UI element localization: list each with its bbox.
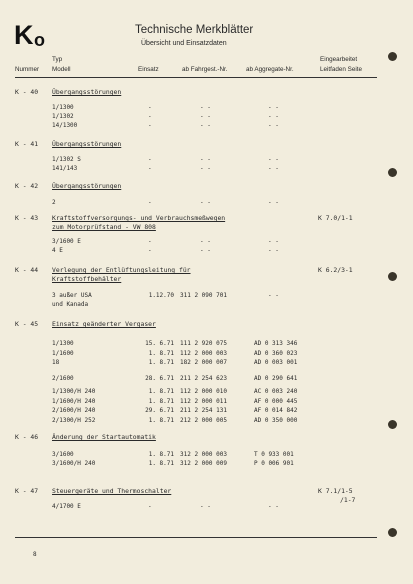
- row-einsatz: 1. 8.71: [148, 451, 174, 458]
- row-modell: 1/1302 S: [52, 156, 81, 163]
- row-einsatz: -: [148, 199, 152, 206]
- row-modell: 14/1300: [52, 122, 78, 129]
- column-header-eingearbeitet: Eingearbeitet: [320, 56, 358, 63]
- section-title: Steuergeräte und Thermoschalter: [52, 487, 172, 495]
- row-fahrgestell-nr: 211 2 254 623: [180, 374, 227, 382]
- row-einsatz: 15. 6.71: [145, 340, 174, 347]
- row-fahrgestell-nr: - -: [200, 247, 211, 254]
- column-header-typ: Typ: [52, 56, 63, 63]
- row-aggregate-nr: AD 0 003 001: [254, 359, 298, 366]
- section-title: Übergangsstörungen: [52, 182, 122, 190]
- row-einsatz: 1. 8.71: [148, 359, 174, 366]
- document-subtitle: Übersicht und Einsatzdaten: [141, 40, 227, 47]
- row-aggregate-nr: AD 0 290 641: [254, 374, 298, 382]
- column-header-aggregate: ab Aggregate-Nr.: [246, 66, 294, 73]
- binder-hole: [388, 52, 397, 61]
- row-aggregate-nr: T 0 933 001: [254, 451, 294, 458]
- leitfaden-reference: K 7.1/1-5: [318, 487, 353, 495]
- row-aggregate-nr: - -: [268, 247, 279, 254]
- row-einsatz: 1. 8.71: [148, 388, 174, 395]
- row-aggregate-nr: - -: [268, 199, 279, 206]
- row-modell: 1/1600/H 240: [52, 397, 96, 405]
- row-aggregate-nr: - -: [268, 503, 279, 510]
- document-title: Technische Merkblätter: [135, 24, 254, 36]
- section-title: Einsatz geänderter Vergaser: [52, 320, 156, 328]
- leitfaden-reference: K 6.2/3-1: [318, 266, 353, 274]
- row-modell: 2/1300/H 252: [52, 416, 96, 424]
- row-fahrgestell-nr: 212 2 000 005: [180, 416, 227, 424]
- logo-letter-o: o: [34, 30, 45, 50]
- row-einsatz: -: [148, 113, 152, 120]
- row-aggregate-nr: AF 0 000 445: [254, 397, 298, 405]
- row-aggregate-nr: - -: [268, 122, 279, 129]
- leitfaden-reference: K 7.0/1-1: [318, 214, 353, 222]
- row-fahrgestell-nr: - -: [200, 165, 211, 172]
- row-fahrgestell-nr: 311 2 090 701: [180, 292, 227, 299]
- section-number: K - 44: [15, 266, 39, 274]
- row-modell: und Kanada: [52, 301, 89, 308]
- binder-hole: [388, 272, 397, 281]
- row-modell: 4/1700 E: [52, 503, 81, 510]
- row-aggregate-nr: - -: [268, 156, 279, 163]
- row-fahrgestell-nr: - -: [200, 503, 211, 510]
- row-modell: 3/1600: [52, 451, 74, 458]
- row-aggregate-nr: AD 0 313 346: [254, 340, 298, 347]
- section-title: Kraftstoffversorgungs- und Verbrauchsmeßwegen: [52, 214, 226, 222]
- row-modell: 3/1600/H 240: [52, 460, 96, 467]
- section-number: K - 45: [15, 320, 39, 328]
- row-fahrgestell-nr: - -: [200, 156, 211, 163]
- column-header-modell: Modell: [52, 66, 71, 73]
- row-aggregate-nr: AC 0 003 240: [254, 388, 298, 395]
- row-einsatz: -: [148, 122, 152, 129]
- row-einsatz: -: [148, 247, 152, 254]
- row-aggregate-nr: P 0 006 901: [254, 460, 294, 467]
- section-title-line2: zum Motorprüfstand - VW 808: [52, 223, 156, 231]
- section-title: Änderung der Startautomatik: [52, 433, 156, 441]
- row-einsatz: 1. 8.71: [148, 416, 174, 424]
- row-fahrgestell-nr: 312 2 000 009: [180, 460, 227, 467]
- section-number: K - 40: [15, 88, 39, 96]
- row-aggregate-nr: AD 0 350 000: [254, 416, 298, 424]
- row-aggregate-nr: - -: [268, 113, 279, 120]
- row-einsatz: -: [148, 503, 152, 510]
- section-number: K - 46: [15, 433, 39, 441]
- header-rule: [15, 77, 377, 78]
- row-modell: 1/1300/H 240: [52, 388, 96, 395]
- row-fahrgestell-nr: 211 2 254 131: [180, 407, 227, 414]
- column-header-leitfaden: Leitfaden Seite: [320, 66, 363, 73]
- binder-hole: [388, 168, 397, 177]
- row-einsatz: 28. 6.71: [145, 374, 174, 382]
- row-fahrgestell-nr: 111 2 920 075: [180, 340, 227, 347]
- footer-rule: [15, 537, 377, 538]
- row-modell: 141/143: [52, 165, 78, 172]
- section-number: K - 42: [15, 182, 39, 190]
- section-title: Verlegung der Entlüftungsleitung für: [52, 266, 191, 274]
- row-aggregate-nr: - -: [268, 165, 279, 172]
- column-header-einsatz: Einsatz: [138, 66, 159, 73]
- row-fahrgestell-nr: - -: [200, 104, 211, 111]
- row-modell: 3/1600 E: [52, 238, 81, 245]
- row-fahrgestell-nr: 112 2 000 011: [180, 397, 227, 405]
- column-header-fahrgestell: ab Fahrgest.-Nr.: [182, 66, 228, 73]
- row-aggregate-nr: - -: [268, 292, 279, 299]
- row-modell: 3 außer USA: [52, 292, 92, 299]
- section-title: Übergangsstörungen: [52, 140, 122, 148]
- row-fahrgestell-nr: - -: [200, 113, 211, 120]
- row-fahrgestell-nr: 182 2 000 007: [180, 359, 227, 366]
- row-einsatz: -: [148, 156, 152, 163]
- section-number: K - 43: [15, 214, 39, 222]
- row-modell: 2/1600/H 240: [52, 407, 96, 414]
- row-aggregate-nr: - -: [268, 104, 279, 111]
- section-title: Übergangsstörungen: [52, 88, 122, 96]
- row-einsatz: 1.12.70: [148, 292, 174, 299]
- section-title-line2: Kraftstoffbehälter: [52, 275, 122, 283]
- row-modell: 1/1302: [52, 113, 74, 120]
- leitfaden-reference-line2: /1-7: [340, 496, 356, 504]
- row-einsatz: 1. 8.71: [148, 460, 174, 467]
- row-modell: 1/1600: [52, 349, 74, 357]
- page-number: 8: [33, 551, 37, 558]
- row-fahrgestell-nr: 312 2 000 003: [180, 451, 227, 458]
- row-modell: 4 E: [52, 247, 63, 254]
- row-modell: 2/1600: [52, 374, 74, 382]
- binder-hole: [388, 528, 397, 537]
- section-number: K - 41: [15, 140, 39, 148]
- row-einsatz: 29. 6.71: [145, 407, 174, 414]
- logo-letter-k: K: [14, 20, 33, 50]
- row-fahrgestell-nr: 112 2 000 003: [180, 349, 227, 357]
- row-fahrgestell-nr: - -: [200, 199, 211, 206]
- row-einsatz: -: [148, 104, 152, 111]
- row-modell: 18: [52, 359, 60, 366]
- column-header-nummer: Nummer: [15, 66, 40, 73]
- row-aggregate-nr: AD 0 360 023: [254, 349, 298, 357]
- row-aggregate-nr: AF 0 014 842: [254, 407, 298, 414]
- row-modell: 1/1300: [52, 104, 74, 111]
- row-einsatz: -: [148, 238, 152, 245]
- row-fahrgestell-nr: - -: [200, 122, 211, 129]
- row-fahrgestell-nr: 112 2 000 010: [180, 388, 227, 395]
- row-einsatz: 1. 8.71: [148, 349, 174, 357]
- row-modell: 1/1300: [52, 340, 74, 347]
- binder-hole: [388, 420, 397, 429]
- row-einsatz: 1. 8.71: [148, 397, 174, 405]
- row-modell: 2: [52, 199, 56, 206]
- row-einsatz: -: [148, 165, 152, 172]
- row-aggregate-nr: - -: [268, 238, 279, 245]
- row-fahrgestell-nr: - -: [200, 238, 211, 245]
- section-number: K - 47: [15, 487, 39, 495]
